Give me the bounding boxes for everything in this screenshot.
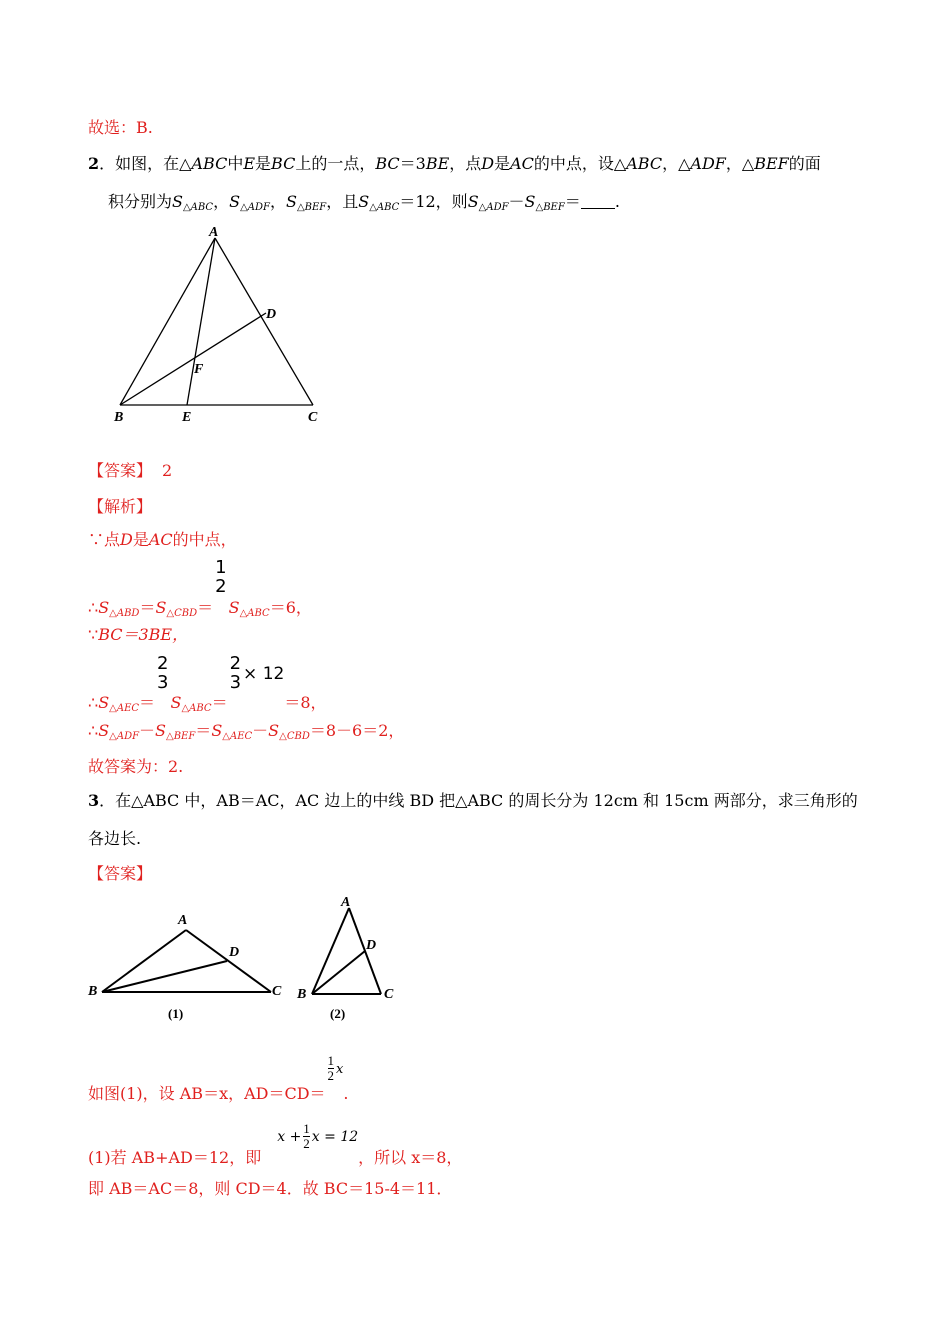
fraction-half-eq: $\frac{1}{2}$ — [303, 1121, 310, 1151]
solution-line3: ∵BC＝3BE， — [88, 625, 189, 644]
answer-label-2: 【答案】 — [88, 864, 153, 883]
fraction-two-thirds: 2 3 — [157, 653, 169, 693]
fig2-label-B: B — [297, 987, 307, 1002]
answer-blank — [581, 194, 615, 209]
fig2-caption: (2) — [330, 1006, 346, 1021]
previous-answer: 故选：B. — [88, 118, 153, 137]
q2-line2: 积分别为$S_{\triangle ABC}$，$S_{\triangle ADF}$，$S_{\triangle BEF}$，且$S_{\triangle ABC}=12$，则$S_{\triangle ADF}-S_{\triangle BEF}=$ . — [108, 192, 620, 213]
triangle-figures-q3 — [84, 890, 414, 1030]
q3-line1: 3．在△ABC 中，AB＝AC，AC 边上的中线 BD 把△ABC 的周长分为 12cm 和 15cm 两部分，求三角形的 — [88, 791, 858, 810]
analysis-label: 【解析】 — [88, 497, 153, 516]
fig2-label-C: C — [384, 987, 394, 1002]
fig1-caption: (1) — [168, 1006, 184, 1021]
fig2-label-D: D — [366, 938, 377, 953]
label-A: A — [209, 225, 219, 240]
fraction-half-x: $\frac{1}{2}$ — [327, 1053, 335, 1083]
label-D: D — [266, 307, 277, 322]
label-C: C — [308, 410, 318, 425]
label-F: F — [194, 362, 204, 377]
answer-label: 【答案】 — [88, 461, 153, 480]
solution-line4: $\therefore S_{\triangle AEC}=$ 2 3 $S_{\triangle ABC}=$ 2 3 × 12＝8， — [88, 653, 327, 714]
q3-number: 3 — [88, 791, 100, 810]
q2-number: 2 — [88, 154, 100, 173]
fig1-label-C: C — [272, 984, 282, 999]
solution-line1: ∵点D是AC的中点， — [88, 530, 237, 549]
triangle-figure-q2 — [108, 222, 338, 427]
answer-value: 2 — [162, 461, 173, 480]
fig1-label-D: D — [229, 945, 240, 960]
fig1-label-A: A — [178, 913, 188, 928]
answer-line — [88, 461, 172, 481]
fraction-two-thirds-b: 2 3 — [229, 653, 242, 693]
solution3-line2: (1)若 AB+AD＝12，即x + $\frac{1}{2}$ x = 12，所以 x＝8， — [88, 1121, 463, 1167]
q3-line2: 各边长. — [88, 829, 142, 848]
solution3-line3: 即 AB＝AC＝8，则 CD＝4．故 BC＝15-4＝11． — [88, 1179, 453, 1198]
label-B: B — [114, 410, 124, 425]
fig1-label-B: B — [88, 984, 98, 999]
solution3-line1: 如图(1)，设 AB＝x，AD＝CD＝ $\frac{1}{2}$ x. — [88, 1053, 349, 1103]
fraction-half: 1 2 — [215, 557, 227, 597]
solution-line2: $\therefore S_{\triangle ABD}=S_{\triangle CBD}=$ 1 2 $S_{\triangle ABC}=6$， — [88, 557, 312, 619]
label-E: E — [182, 410, 192, 425]
solution-final: 故答案为：2. — [88, 757, 184, 776]
fig2-label-A: A — [341, 895, 351, 910]
solution-line5: $\therefore S_{\triangle ADF}-S_{\triangle BEF}=S_{\triangle AEC}-S_{\triangle CBD}=8-6=2$， — [88, 721, 405, 742]
q2-line1: 2．如图，在△ABC中E是BC上的一点，BC＝3BE，点D是AC的中点，设△ABC，△ADF，△BEF的面 — [88, 154, 821, 173]
